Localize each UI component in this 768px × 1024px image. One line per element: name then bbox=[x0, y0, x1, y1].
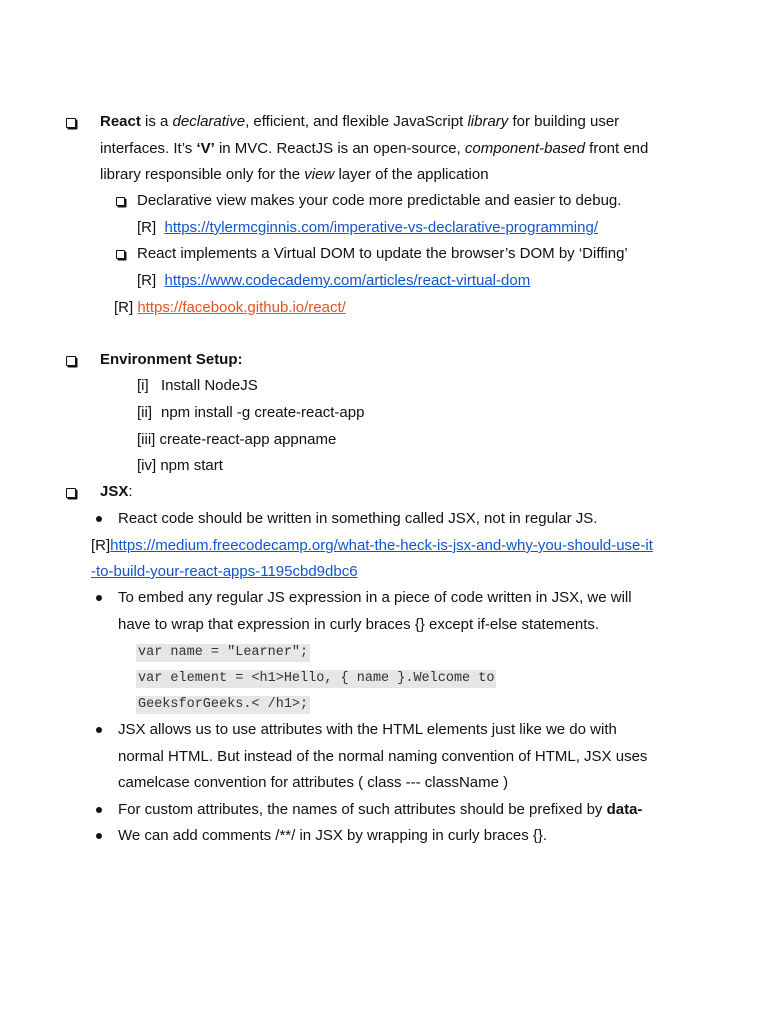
italic-text: view bbox=[304, 166, 335, 183]
reference-1 bbox=[137, 218, 598, 238]
text: front end bbox=[584, 140, 649, 157]
jsx-bullet-3-line-1: JSX allows us to use attributes with the HTML elements just like we do with bbox=[118, 721, 617, 738]
text: interfaces. It’s bbox=[100, 140, 197, 157]
sub-bullet-declarative: Declarative view makes your code more predictable and easier to debug. bbox=[137, 192, 622, 209]
bullet-dot-icon bbox=[96, 833, 102, 839]
bullet-dot-icon bbox=[96, 595, 102, 601]
env-step-3 bbox=[137, 430, 336, 450]
step-text: create-react-app appname bbox=[159, 431, 337, 448]
jsx-bullet-2-line-1: To embed any regular JS expression in a piece of code written in JSX, we will bbox=[118, 589, 632, 606]
text: layer of the application bbox=[334, 166, 489, 183]
sub-bullet-virtual-dom: React implements a Virtual DOM to update the browser’s DOM by ‘Diffing’ bbox=[137, 245, 628, 262]
jsx-bullet-3-line-3: camelcase convention for attributes ( class --- className ) bbox=[118, 774, 509, 791]
text: For custom attributes, the names of such attributes should be prefixed by bbox=[118, 801, 607, 818]
bold-text: data- bbox=[606, 801, 643, 818]
checkbox-bullet-icon bbox=[66, 488, 76, 498]
jsx-bullet-4 bbox=[118, 800, 642, 820]
react-line-1 bbox=[100, 112, 619, 132]
jsx-bullet-3-line-2: normal HTML. But instead of the normal naming convention of HTML, JSX uses bbox=[118, 748, 648, 765]
env-step-1 bbox=[137, 376, 258, 396]
jsx-reference bbox=[91, 536, 653, 556]
italic-text: declarative bbox=[172, 113, 246, 130]
jsx-reference-cont bbox=[91, 562, 358, 582]
step-number: [iv] bbox=[137, 457, 157, 474]
ref-label: [R] bbox=[137, 219, 157, 236]
step-number: [i] bbox=[137, 377, 149, 394]
jsx-bullet-2-line-2: have to wrap that expression in curly braces {} except if-else statements. bbox=[118, 616, 600, 633]
checkbox-bullet-icon bbox=[116, 250, 125, 259]
step-text: npm start bbox=[160, 457, 223, 474]
freecodecamp-link[interactable]: https://medium.freecodecamp.org/what-the-heck-is-jsx-and-why-you-should-use-it bbox=[110, 537, 653, 554]
tylermcginnis-link[interactable]: https://tylermcginnis.com/imperative-vs-declarative-programming/ bbox=[164, 219, 598, 236]
reference-2 bbox=[137, 271, 530, 291]
checkbox-bullet-icon bbox=[116, 197, 125, 206]
italic-text: library bbox=[467, 113, 509, 130]
react-line-3 bbox=[100, 165, 489, 185]
bold-text: JSX bbox=[100, 483, 129, 500]
jsx-title bbox=[100, 482, 133, 502]
jsx-bullet-1: React code should be written in something called JSX, not in regular JS. bbox=[118, 510, 598, 527]
bullet-dot-icon bbox=[96, 807, 102, 813]
env-step-4 bbox=[137, 456, 223, 476]
text: : bbox=[128, 483, 133, 500]
code-line-1: var name = "Learner"; bbox=[138, 645, 309, 660]
step-text: npm install -g create-react-app bbox=[161, 404, 365, 421]
env-step-2 bbox=[137, 403, 364, 423]
text: is a bbox=[140, 113, 173, 130]
checkbox-bullet-icon bbox=[66, 118, 76, 128]
codecademy-link[interactable]: https://www.codecademy.com/articles/react-virtual-dom bbox=[164, 272, 531, 289]
freecodecamp-link-cont[interactable]: -to-build-your-react-apps-1195cbd9dbc6 bbox=[91, 563, 358, 580]
checkbox-bullet-icon bbox=[66, 356, 76, 366]
jsx-bullet-5: We can add comments /**/ in JSX by wrapping in curly braces {}. bbox=[118, 827, 548, 844]
reference-react bbox=[114, 298, 346, 318]
step-number: [iii] bbox=[137, 431, 156, 448]
ref-label: [R] bbox=[137, 272, 157, 289]
ref-label: [R] bbox=[91, 537, 111, 554]
italic-text: component-based bbox=[464, 140, 585, 157]
bullet-dot-icon bbox=[96, 727, 102, 733]
text: library responsible only for the bbox=[100, 166, 305, 183]
step-number: [ii] bbox=[137, 404, 152, 421]
step-text: Install NodeJS bbox=[161, 377, 258, 394]
code-line-3: GeeksforGeeks.< /h1>; bbox=[138, 697, 309, 712]
text: for building user bbox=[508, 113, 620, 130]
text: in MVC. ReactJS is an open-source, bbox=[214, 140, 465, 157]
text: , efficient, and flexible JavaScript bbox=[245, 113, 468, 130]
code-line-2: var element = <h1>Hello, { name }.Welcome to bbox=[138, 671, 495, 686]
bold-text: ‘V’ bbox=[196, 140, 215, 157]
facebook-react-link[interactable]: https://facebook.github.io/react/ bbox=[137, 299, 346, 316]
bold-text: Environment Setup: bbox=[100, 351, 243, 368]
env-title bbox=[100, 350, 243, 370]
ref-label: [R] bbox=[114, 299, 134, 316]
react-line-2 bbox=[100, 139, 648, 159]
bold-text: React bbox=[100, 113, 141, 130]
bullet-dot-icon bbox=[96, 516, 102, 522]
